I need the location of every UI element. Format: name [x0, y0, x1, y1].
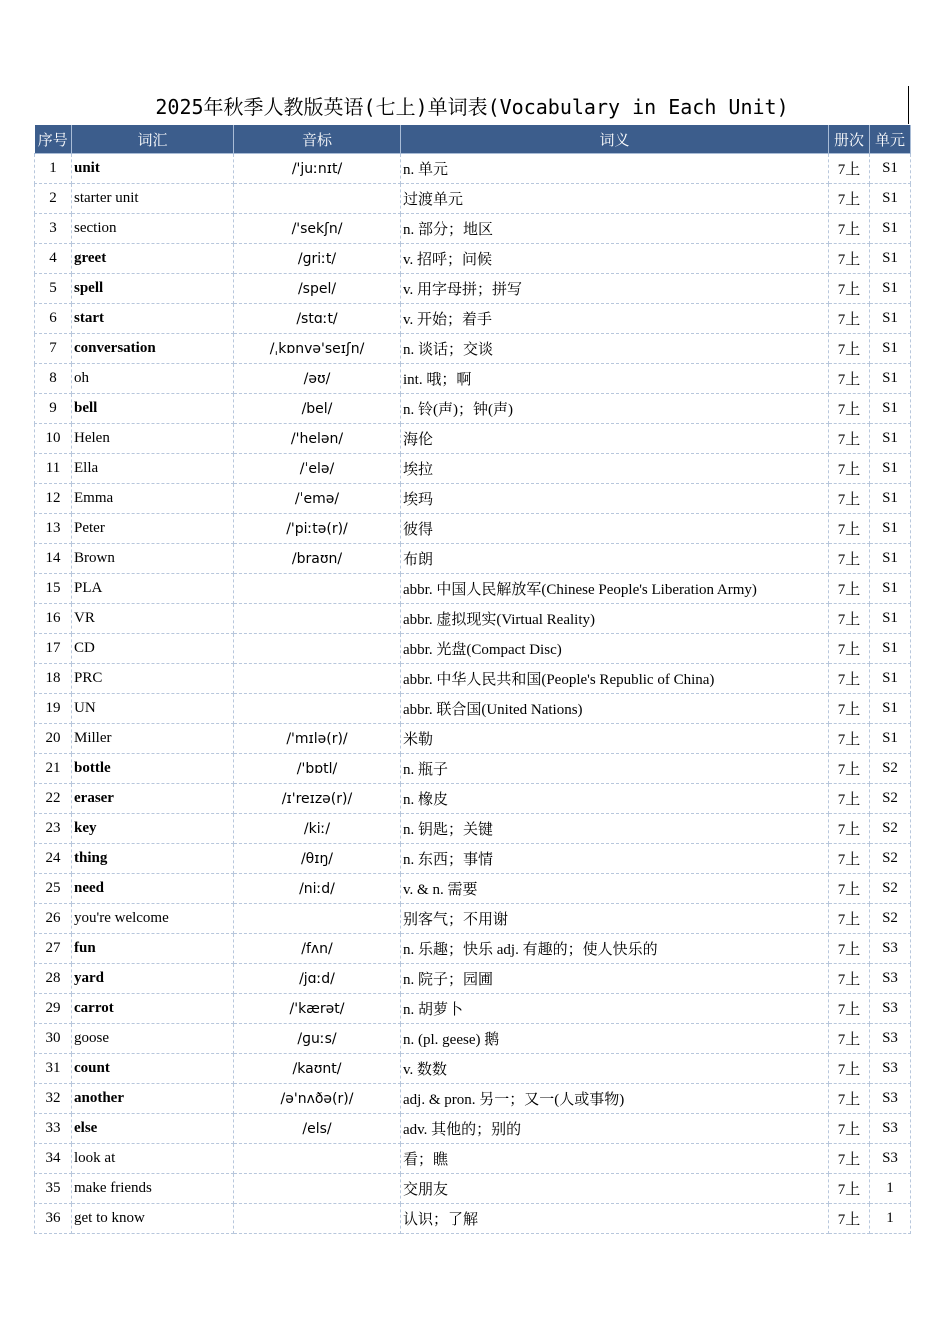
- unit-cell: S3: [870, 964, 911, 994]
- phonetic-cell: /'sekʃn/: [234, 214, 401, 244]
- unit-cell: S2: [870, 754, 911, 784]
- unit-cell: S3: [870, 1024, 911, 1054]
- table-row: [35, 634, 911, 664]
- volume-cell: 7上: [829, 184, 870, 214]
- volume-cell: 7上: [829, 424, 870, 454]
- meaning-cell: abbr. 中国人民解放军(Chinese People's Liberation Army): [401, 574, 829, 604]
- word-cell: oh: [72, 364, 234, 394]
- volume-cell: 7上: [829, 1024, 870, 1054]
- row-number: 22: [35, 784, 72, 814]
- table-row: [35, 514, 911, 544]
- phonetic-cell: /'juːnɪt/: [234, 154, 401, 184]
- table-row: [35, 274, 911, 304]
- row-number: 35: [35, 1174, 72, 1204]
- row-number: 21: [35, 754, 72, 784]
- meaning-cell: 看；瞧: [401, 1144, 829, 1174]
- phonetic-cell: /braʊn/: [234, 544, 401, 574]
- table-row: [35, 244, 911, 274]
- meaning-cell: n. 谈话；交谈: [401, 334, 829, 364]
- meaning-cell: 布朗: [401, 544, 829, 574]
- table-row: [35, 874, 911, 904]
- word-cell: section: [72, 214, 234, 244]
- volume-cell: 7上: [829, 634, 870, 664]
- unit-cell: 1: [870, 1204, 911, 1234]
- meaning-cell: abbr. 光盘(Compact Disc): [401, 634, 829, 664]
- table-row: [35, 1054, 911, 1084]
- phonetic-cell: [234, 1144, 401, 1174]
- word-cell: Brown: [72, 544, 234, 574]
- unit-cell: S1: [870, 574, 911, 604]
- word-cell: bell: [72, 394, 234, 424]
- unit-cell: S2: [870, 784, 911, 814]
- phonetic-cell: /θɪŋ/: [234, 844, 401, 874]
- word-cell: Ella: [72, 454, 234, 484]
- table-row: [35, 694, 911, 724]
- phonetic-cell: /ˈemə/: [234, 484, 401, 514]
- phonetic-cell: /ə'nʌðə(r)/: [234, 1084, 401, 1114]
- table-row: [35, 484, 911, 514]
- word-cell: Emma: [72, 484, 234, 514]
- meaning-cell: abbr. 中华人民共和国(People's Republic of China): [401, 664, 829, 694]
- volume-cell: 7上: [829, 694, 870, 724]
- volume-cell: 7上: [829, 574, 870, 604]
- page-title: 2025年秋季人教版英语(七上)单词表(Vocabulary in Each Unit): [155, 95, 789, 119]
- table-row: [35, 1204, 911, 1234]
- row-number: 36: [35, 1204, 72, 1234]
- table-header-row: [35, 125, 911, 154]
- word-cell: fun: [72, 934, 234, 964]
- row-number: 24: [35, 844, 72, 874]
- meaning-cell: n. 胡萝卜: [401, 994, 829, 1024]
- header-ipa: 音标: [234, 125, 401, 154]
- meaning-cell: 埃拉: [401, 454, 829, 484]
- row-number: 5: [35, 274, 72, 304]
- phonetic-cell: /kiː/: [234, 814, 401, 844]
- volume-cell: 7上: [829, 934, 870, 964]
- unit-cell: S2: [870, 904, 911, 934]
- unit-cell: S1: [870, 184, 911, 214]
- row-number: 18: [35, 664, 72, 694]
- unit-cell: S3: [870, 994, 911, 1024]
- meaning-cell: n. 橡皮: [401, 784, 829, 814]
- row-number: 29: [35, 994, 72, 1024]
- header-unit: 单元: [870, 125, 911, 154]
- meaning-cell: n. 铃(声)；钟(声): [401, 394, 829, 424]
- table-row: [35, 1024, 911, 1054]
- row-number: 30: [35, 1024, 72, 1054]
- volume-cell: 7上: [829, 214, 870, 244]
- volume-cell: 7上: [829, 1114, 870, 1144]
- row-number: 4: [35, 244, 72, 274]
- header-word: 词汇: [72, 125, 234, 154]
- unit-cell: S2: [870, 814, 911, 844]
- meaning-cell: 海伦: [401, 424, 829, 454]
- title-divider: [908, 86, 909, 124]
- row-number: 16: [35, 604, 72, 634]
- phonetic-cell: [234, 634, 401, 664]
- phonetic-cell: [234, 184, 401, 214]
- volume-cell: 7上: [829, 1084, 870, 1114]
- volume-cell: 7上: [829, 904, 870, 934]
- word-cell: carrot: [72, 994, 234, 1024]
- unit-cell: S1: [870, 604, 911, 634]
- table-row: [35, 424, 911, 454]
- row-number: 2: [35, 184, 72, 214]
- word-cell: VR: [72, 604, 234, 634]
- meaning-cell: adv. 其他的；别的: [401, 1114, 829, 1144]
- phonetic-cell: /'mɪlə(r)/: [234, 724, 401, 754]
- table-row: [35, 454, 911, 484]
- volume-cell: 7上: [829, 484, 870, 514]
- volume-cell: 7上: [829, 994, 870, 1024]
- table-row: [35, 364, 911, 394]
- phonetic-cell: [234, 574, 401, 604]
- table-row: [35, 304, 911, 334]
- row-number: 1: [35, 154, 72, 184]
- phonetic-cell: /bel/: [234, 394, 401, 424]
- unit-cell: S1: [870, 694, 911, 724]
- meaning-cell: n. 东西；事情: [401, 844, 829, 874]
- row-number: 6: [35, 304, 72, 334]
- phonetic-cell: /ˈelə/: [234, 454, 401, 484]
- row-number: 9: [35, 394, 72, 424]
- row-number: 7: [35, 334, 72, 364]
- header-meaning: 词义: [401, 125, 829, 154]
- meaning-cell: 别客气；不用谢: [401, 904, 829, 934]
- word-cell: spell: [72, 274, 234, 304]
- word-cell: key: [72, 814, 234, 844]
- table-body: [35, 154, 911, 1234]
- table-row: [35, 184, 911, 214]
- word-cell: PLA: [72, 574, 234, 604]
- volume-cell: 7上: [829, 454, 870, 484]
- word-cell: look at: [72, 1144, 234, 1174]
- phonetic-cell: /'helən/: [234, 424, 401, 454]
- row-number: 14: [35, 544, 72, 574]
- table-row: [35, 394, 911, 424]
- meaning-cell: abbr. 虚拟现实(Virtual Reality): [401, 604, 829, 634]
- meaning-cell: v. 用字母拼；拼写: [401, 274, 829, 304]
- table-row: [35, 154, 911, 184]
- word-cell: CD: [72, 634, 234, 664]
- word-cell: UN: [72, 694, 234, 724]
- unit-cell: S1: [870, 544, 911, 574]
- volume-cell: 7上: [829, 334, 870, 364]
- unit-cell: S1: [870, 424, 911, 454]
- volume-cell: 7上: [829, 784, 870, 814]
- phonetic-cell: /ɪ'reɪzə(r)/: [234, 784, 401, 814]
- row-number: 13: [35, 514, 72, 544]
- unit-cell: S2: [870, 874, 911, 904]
- word-cell: goose: [72, 1024, 234, 1054]
- phonetic-cell: [234, 604, 401, 634]
- phonetic-cell: /fʌn/: [234, 934, 401, 964]
- table-row: [35, 844, 911, 874]
- table-row: [35, 754, 911, 784]
- unit-cell: S1: [870, 724, 911, 754]
- unit-cell: S1: [870, 514, 911, 544]
- meaning-cell: v. 数数: [401, 1054, 829, 1084]
- row-number: 23: [35, 814, 72, 844]
- word-cell: greet: [72, 244, 234, 274]
- table-row: [35, 814, 911, 844]
- row-number: 17: [35, 634, 72, 664]
- word-cell: you're welcome: [72, 904, 234, 934]
- table-row: [35, 1084, 911, 1114]
- volume-cell: 7上: [829, 154, 870, 184]
- unit-cell: S1: [870, 634, 911, 664]
- volume-cell: 7上: [829, 514, 870, 544]
- unit-cell: S3: [870, 1054, 911, 1084]
- meaning-cell: n. 乐趣；快乐 adj. 有趣的；使人快乐的: [401, 934, 829, 964]
- phonetic-cell: [234, 904, 401, 934]
- phonetic-cell: /'piːtə(r)/: [234, 514, 401, 544]
- volume-cell: 7上: [829, 544, 870, 574]
- table-row: [35, 964, 911, 994]
- table-row: [35, 334, 911, 364]
- volume-cell: 7上: [829, 754, 870, 784]
- volume-cell: 7上: [829, 664, 870, 694]
- unit-cell: S1: [870, 304, 911, 334]
- word-cell: Miller: [72, 724, 234, 754]
- row-number: 20: [35, 724, 72, 754]
- meaning-cell: 认识；了解: [401, 1204, 829, 1234]
- phonetic-cell: [234, 694, 401, 724]
- row-number: 27: [35, 934, 72, 964]
- unit-cell: S2: [870, 844, 911, 874]
- unit-cell: S1: [870, 454, 911, 484]
- header-volume: 册次: [829, 125, 870, 154]
- table-row: [35, 1114, 911, 1144]
- phonetic-cell: /ɡuːs/: [234, 1024, 401, 1054]
- meaning-cell: v. 招呼；问候: [401, 244, 829, 274]
- row-number: 26: [35, 904, 72, 934]
- volume-cell: 7上: [829, 814, 870, 844]
- unit-cell: S1: [870, 154, 911, 184]
- meaning-cell: 彼得: [401, 514, 829, 544]
- phonetic-cell: [234, 664, 401, 694]
- row-number: 8: [35, 364, 72, 394]
- table-row: [35, 574, 911, 604]
- phonetic-cell: /spel/: [234, 274, 401, 304]
- phonetic-cell: [234, 1174, 401, 1204]
- table-row: [35, 724, 911, 754]
- table-row: [35, 544, 911, 574]
- meaning-cell: n. 单元: [401, 154, 829, 184]
- row-number: 33: [35, 1114, 72, 1144]
- row-number: 32: [35, 1084, 72, 1114]
- row-number: 19: [35, 694, 72, 724]
- word-cell: else: [72, 1114, 234, 1144]
- meaning-cell: n. 部分；地区: [401, 214, 829, 244]
- phonetic-cell: /els/: [234, 1114, 401, 1144]
- phonetic-cell: /kaʊnt/: [234, 1054, 401, 1084]
- volume-cell: 7上: [829, 604, 870, 634]
- row-number: 25: [35, 874, 72, 904]
- word-cell: starter unit: [72, 184, 234, 214]
- row-number: 15: [35, 574, 72, 604]
- volume-cell: 7上: [829, 964, 870, 994]
- word-cell: thing: [72, 844, 234, 874]
- volume-cell: 7上: [829, 364, 870, 394]
- meaning-cell: 埃玛: [401, 484, 829, 514]
- phonetic-cell: /'kærət/: [234, 994, 401, 1024]
- meaning-cell: v. 开始；着手: [401, 304, 829, 334]
- unit-cell: 1: [870, 1174, 911, 1204]
- unit-cell: S1: [870, 484, 911, 514]
- row-number: 11: [35, 454, 72, 484]
- volume-cell: 7上: [829, 1054, 870, 1084]
- table-row: [35, 664, 911, 694]
- word-cell: make friends: [72, 1174, 234, 1204]
- unit-cell: S1: [870, 244, 911, 274]
- volume-cell: 7上: [829, 394, 870, 424]
- meaning-cell: 过渡单元: [401, 184, 829, 214]
- row-number: 34: [35, 1144, 72, 1174]
- row-number: 28: [35, 964, 72, 994]
- meaning-cell: n. 钥匙；关键: [401, 814, 829, 844]
- table-row: [35, 214, 911, 244]
- table-row: [35, 1144, 911, 1174]
- meaning-cell: v. & n. 需要: [401, 874, 829, 904]
- word-cell: yard: [72, 964, 234, 994]
- meaning-cell: n. 瓶子: [401, 754, 829, 784]
- meaning-cell: adj. & pron. 另一；又一(人或事物): [401, 1084, 829, 1114]
- unit-cell: S1: [870, 274, 911, 304]
- phonetic-cell: /stɑːt/: [234, 304, 401, 334]
- unit-cell: S1: [870, 364, 911, 394]
- phonetic-cell: /ɡriːt/: [234, 244, 401, 274]
- unit-cell: S3: [870, 1144, 911, 1174]
- volume-cell: 7上: [829, 1174, 870, 1204]
- volume-cell: 7上: [829, 274, 870, 304]
- vocabulary-table: [34, 125, 911, 1234]
- phonetic-cell: /'bɒtl/: [234, 754, 401, 784]
- phonetic-cell: /əʊ/: [234, 364, 401, 394]
- volume-cell: 7上: [829, 1144, 870, 1174]
- word-cell: Helen: [72, 424, 234, 454]
- unit-cell: S1: [870, 334, 911, 364]
- unit-cell: S1: [870, 394, 911, 424]
- meaning-cell: 交朋友: [401, 1174, 829, 1204]
- table-row: [35, 784, 911, 814]
- unit-cell: S3: [870, 934, 911, 964]
- meaning-cell: int. 哦；啊: [401, 364, 829, 394]
- row-number: 10: [35, 424, 72, 454]
- meaning-cell: 米勒: [401, 724, 829, 754]
- phonetic-cell: /niːd/: [234, 874, 401, 904]
- volume-cell: 7上: [829, 844, 870, 874]
- word-cell: count: [72, 1054, 234, 1084]
- volume-cell: 7上: [829, 244, 870, 274]
- word-cell: unit: [72, 154, 234, 184]
- word-cell: PRC: [72, 664, 234, 694]
- table-row: [35, 934, 911, 964]
- word-cell: eraser: [72, 784, 234, 814]
- word-cell: conversation: [72, 334, 234, 364]
- volume-cell: 7上: [829, 724, 870, 754]
- phonetic-cell: [234, 1204, 401, 1234]
- header-no: 序号: [35, 125, 72, 154]
- word-cell: get to know: [72, 1204, 234, 1234]
- volume-cell: 7上: [829, 874, 870, 904]
- unit-cell: S1: [870, 214, 911, 244]
- unit-cell: S3: [870, 1114, 911, 1144]
- table-row: [35, 904, 911, 934]
- volume-cell: 7上: [829, 304, 870, 334]
- meaning-cell: abbr. 联合国(United Nations): [401, 694, 829, 724]
- table-row: [35, 994, 911, 1024]
- unit-cell: S1: [870, 664, 911, 694]
- word-cell: Peter: [72, 514, 234, 544]
- volume-cell: 7上: [829, 1204, 870, 1234]
- meaning-cell: n. 院子；园圃: [401, 964, 829, 994]
- word-cell: need: [72, 874, 234, 904]
- table-row: [35, 1174, 911, 1204]
- row-number: 12: [35, 484, 72, 514]
- word-cell: another: [72, 1084, 234, 1114]
- word-cell: bottle: [72, 754, 234, 784]
- meaning-cell: n. (pl. geese) 鹅: [401, 1024, 829, 1054]
- phonetic-cell: /ˌkɒnvə'seɪʃn/: [234, 334, 401, 364]
- row-number: 31: [35, 1054, 72, 1084]
- phonetic-cell: /jɑːd/: [234, 964, 401, 994]
- table-row: [35, 604, 911, 634]
- word-cell: start: [72, 304, 234, 334]
- row-number: 3: [35, 214, 72, 244]
- unit-cell: S3: [870, 1084, 911, 1114]
